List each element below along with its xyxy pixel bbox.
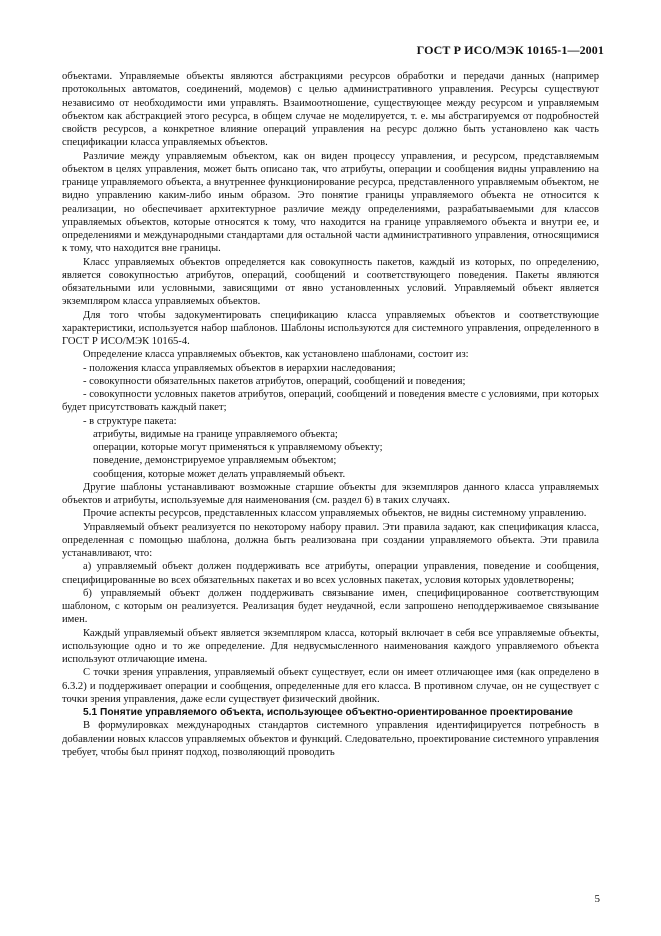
- list-item: - положения класса управляемых объектов в иерархии наследования;: [83, 362, 396, 374]
- sub-list-item: сообщения, которые может делать управляемый объект.: [93, 468, 346, 480]
- paragraph: Другие шаблоны устанавливают возможные старшие объекты для экземпляров данного класса управляемых объектов и атрибуты, используемые для наименования (см. раздел 6) в таких случаях.: [62, 481, 599, 506]
- paragraph: Определение класса управляемых объектов, как установлено шаблонами, состоит из:: [83, 349, 469, 361]
- list-item: - совокупности обязательных пакетов атрибутов, операций, сообщений и поведения;: [83, 375, 466, 387]
- section-heading: 5.1 Понятие управляемого объекта, использующее объектно-ориентированное проектирование: [83, 707, 573, 718]
- list-item: - в структуре пакета:: [83, 415, 177, 427]
- paragraph: Различие между управляемым объектом, как он виден процессу управления, и ресурсом, представляемым объектом в целях управления, может быть описано так, что атрибуты, операции и сообщения видны управлению на границе управляемого объекта, а внутреннее функционирование ресурса, представленного управляемым объектом, не видно управлению каким-либо иным образом. Это понятие границы управляемого объекта не относится к реализации, но обеспечивает архитектурное различие между определениями, разрабатываемыми для классов управляемых объектов, которые относятся к тому, что находится на границе управляемого объекта и внутри ее, и определениями и международными стандартами для остальной части административного управления, относящимися к тому, что находится вне границы.: [62, 150, 599, 255]
- sub-list-item: операции, которые могут применяться к управляемому объекту;: [93, 442, 383, 453]
- paragraph: б) управляемый объект должен поддерживать связывание имен, специфицированное соответствующим шаблоном, с которым он реализуется. Реализация будет неудачной, если запрошено неподдерживаемое связывание имен.: [62, 587, 599, 626]
- paragraph: Класс управляемых объектов определяется как совокупность пакетов, каждый из которых, по определению, является совокупностью атрибутов, операций, сообщений и соответствующего поведения. Пакеты являются обязательными или условными, зависящими от явно установленных условий. Управляемый объект является экземпляром класса управляемых объектов.: [62, 256, 599, 308]
- paragraph: С точки зрения управления, управляемый объект существует, если он имеет отличающее имя (как определено в 6.3.2) и поддерживает операции и сообщения, определенные для его класса. В противном случае, он не существует с точки зрения управления, даже если существует физический двойник.: [62, 667, 599, 705]
- sub-list-item: атрибуты, видимые на границе управляемого объекта;: [93, 428, 338, 440]
- paragraph: а) управляемый объект должен поддерживать все атрибуты, операции управления, поведение и сообщения, специфицированные во всех обязательных пакетах и во всех условных пакетах, условия которых удовлетворены;: [62, 561, 599, 586]
- paragraph: В формулировках международных стандартов системного управления идентифицируется потребность в добавлении новых классов управляемых объектов и функций. Следовательно, проектирование системного управления требует, чтобы был принят подход, позволяющий проводить: [62, 720, 599, 758]
- paragraph: объектами. Управляемые объекты являются абстракциями ресурсов обработки и передачи данных (например протокольных автоматов, соединений, модемов) с целью административного управления. Ресурсы существуют независимо от необходимости ими управлять. Взаимоотношение, существующее между ресурсом и управляемым объектом как абстракцией этого ресурса, в общем случае не моделируется, т. е. мы абстрагируемся от подробностей свойств ресурсов, а конкретное влияние операций управления на ресурс должно быть установлено как часть спецификации класса управляемых объектов.: [62, 71, 599, 149]
- paragraph: Каждый управляемый объект является экземпляром класса, который включает в себя все управляемые объекты, использующие одно и то же определение. Для недвусмысленного наименования каждого управляемого объекта используют отличающие имена.: [62, 627, 599, 665]
- body-text: [62, 70, 599, 759]
- paragraph: Прочие аспекты ресурсов, представленных классом управляемых объектов, не видны системному управлению.: [83, 508, 587, 520]
- list-item: - совокупности условных пакетов атрибутов, операций, сообщений и поведения вместе с условиями, при которых будет присутствовать каждый пакет;: [62, 389, 599, 414]
- page-number: 5: [594, 893, 600, 905]
- paragraph: Для того чтобы задокументировать спецификацию класса управляемых объектов и соответствующие характеристики, используется набор шаблонов. Шаблоны используются для системного управления, определенного в ГОСТ Р ИСО/МЭК 10165-4.: [62, 309, 599, 347]
- paragraph: Управляемый объект реализуется по некоторому набору правил. Эти правила задают, как спецификация класса, определенная с помощью шаблона, должна быть реализована при создании управляемого объекта. Эти правила устанавливают, что:: [62, 521, 599, 559]
- page-header: ГОСТ Р ИСО/МЭК 10165-1—2001: [416, 43, 604, 57]
- sub-list-item: поведение, демонстрируемое управляемым объектом;: [93, 455, 337, 467]
